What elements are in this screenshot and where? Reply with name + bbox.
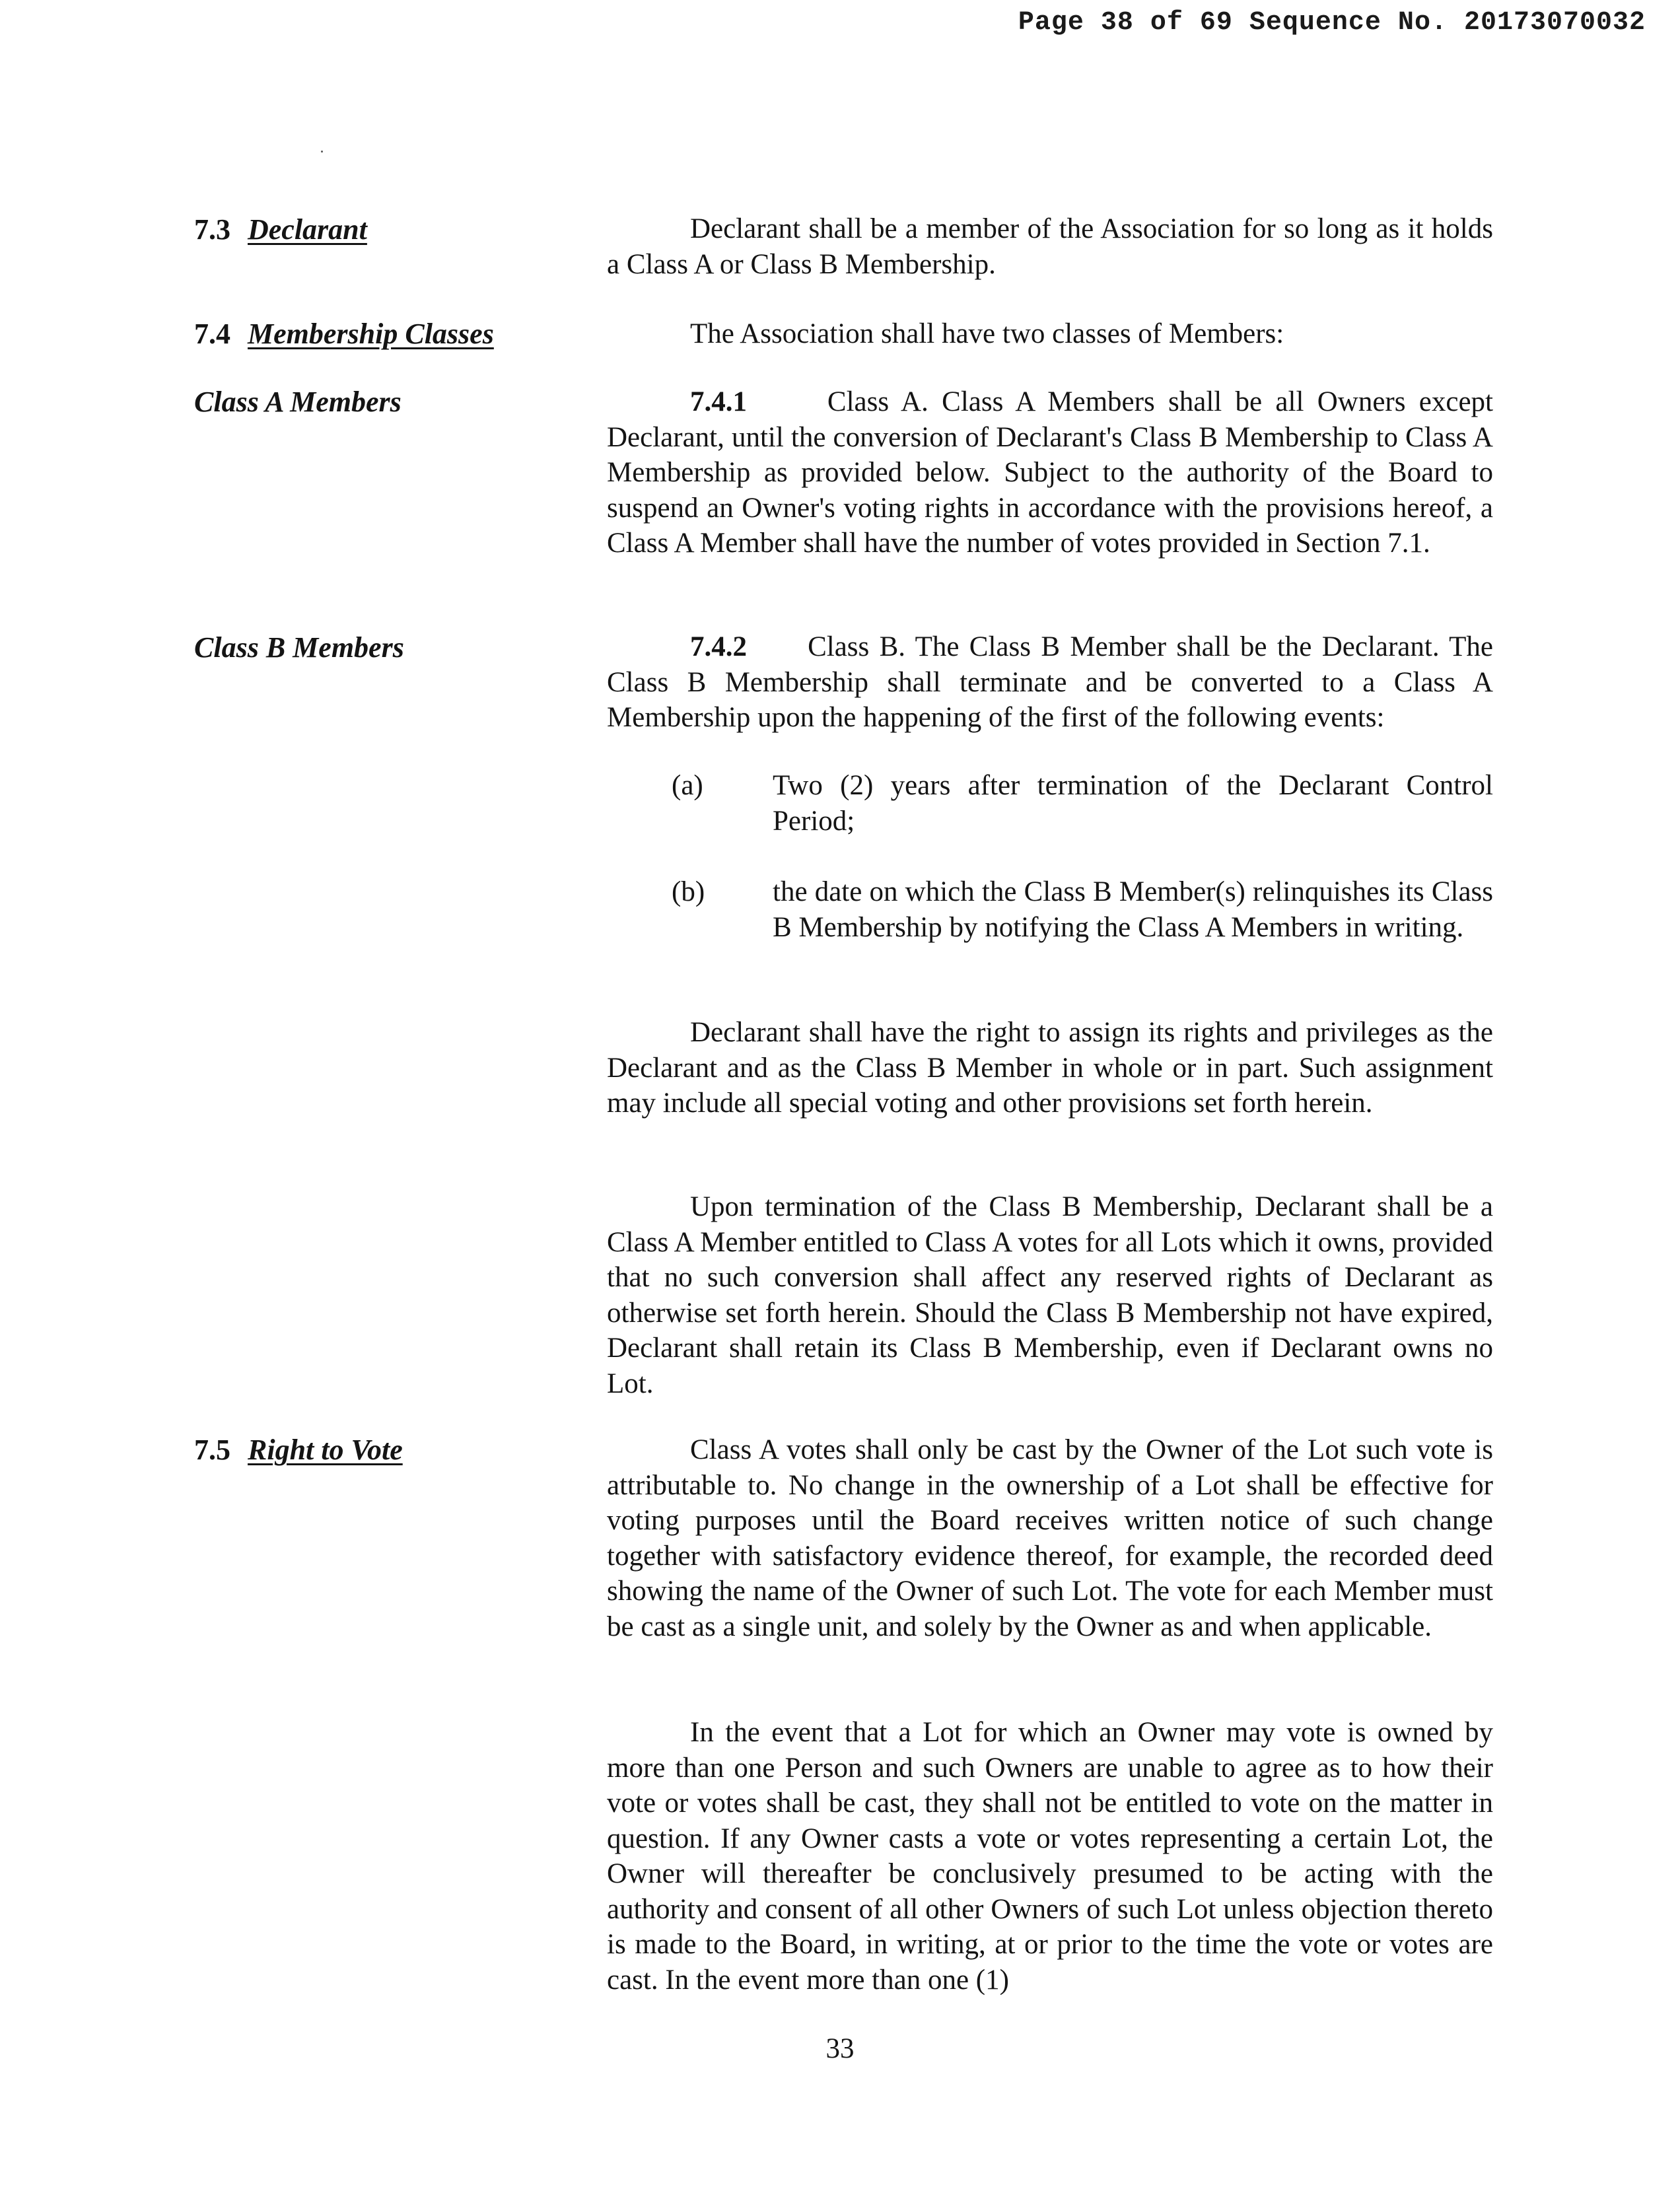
section-heading-7-3 (194, 213, 367, 246)
scan-speck (321, 151, 323, 153)
right-to-vote-paragraph-1: Class A votes shall only be cast by the Owner of the Lot such vote is attributable to. No change in the ownership of a Lot shall be effective for voting purposes until the Board receives written notice of such change together with satisfactory evidence thereof, for example, the recorded deed showing the name of the Owner of such Lot. The vote for each Member must be cast as a single unit, and solely by the Owner as and when applicable. (607, 1434, 1493, 1642)
section-heading-7-4 (194, 317, 494, 351)
subsection-text: Class B. The Class B Member shall be the Declarant. The Class B Membership shall terminate and be converted to a Class A Membership upon the happening of the first of the following events: (607, 631, 1494, 733)
page-header: Page 38 of 69 Sequence No. 20173070032 (1018, 8, 1646, 38)
section-number: 7.4 (194, 318, 230, 350)
list-item (672, 874, 1493, 945)
section-7-4-intro: The Association shall have two classes of Members: (690, 318, 1284, 349)
subsection-text: Class A. Class A Members shall be all Owners except Declarant, until the conversion of Declarant's Class B Membership to Class A Membership as provided below. Subject to the authority of the Board to suspend an Owner's voting rights in accordance with the provisions hereof, a Class A Member shall have the number of votes provided in Section 7.1. (607, 386, 1493, 559)
list-text: Two (2) years after termination of the Declarant Control Period; (773, 770, 1493, 837)
assignment-paragraph: Declarant shall have the right to assign its rights and privileges as the Declarant and as the Class B Member in whole or in part. Such assignment may include all special voting and other provisions set forth herein. (607, 1017, 1493, 1119)
section-heading-7-5 (194, 1433, 403, 1467)
right-to-vote-paragraph-2: In the event that a Lot for which an Owner may vote is owned by more than one Person and such Owners are unable to agree as to how their vote or votes shall be cast, they shall not be entitled to vote on the matter in question. If any Owner casts a vote or votes representing a certain Lot, the Owner will thereafter be conclusively presumed to be acting with the authority and consent of all other Owners of such Lot unless objection thereto is made to the Board, in writing, at or prior to the time the vote or votes are cast. In the event more than one (1) (607, 1717, 1493, 1996)
list-marker: (a) (672, 770, 703, 801)
section-7-3-paragraph: Declarant shall be a member of the Association for so long as it holds a Class A or Class B Membership. (607, 213, 1493, 280)
section-number: 7.5 (194, 1434, 230, 1466)
list-text: the date on which the Class B Member(s) relinquishes its Class B Membership by notifying the Class A Members in writing. (773, 876, 1493, 943)
page-number: 33 (825, 2033, 855, 2064)
section-title: Membership Classes (248, 318, 494, 350)
class-b-members-label: Class B Members (194, 631, 404, 664)
class-a-members-label: Class A Members (194, 386, 402, 418)
termination-paragraph: Upon termination of the Class B Membership, Declarant shall be a Class A Member entitled to Class A votes for all Lots which it owns, provided that no such conversion shall affect any reserved rights of Declarant as otherwise set forth herein. Should the Class B Membership not have expired, Declarant shall retain its Class B Membership, even if Declarant owns no Lot. (607, 1191, 1493, 1399)
subsection-number: 7.4.1 (690, 386, 747, 417)
section-7-4-1-paragraph (607, 384, 1493, 561)
subsection-number: 7.4.2 (690, 631, 747, 662)
list-marker: (b) (672, 876, 705, 907)
section-number: 7.3 (194, 213, 230, 246)
section-7-4-2-paragraph (607, 629, 1493, 736)
section-title: Right to Vote (248, 1434, 403, 1466)
list-item (672, 768, 1493, 839)
section-title: Declarant (248, 213, 367, 246)
